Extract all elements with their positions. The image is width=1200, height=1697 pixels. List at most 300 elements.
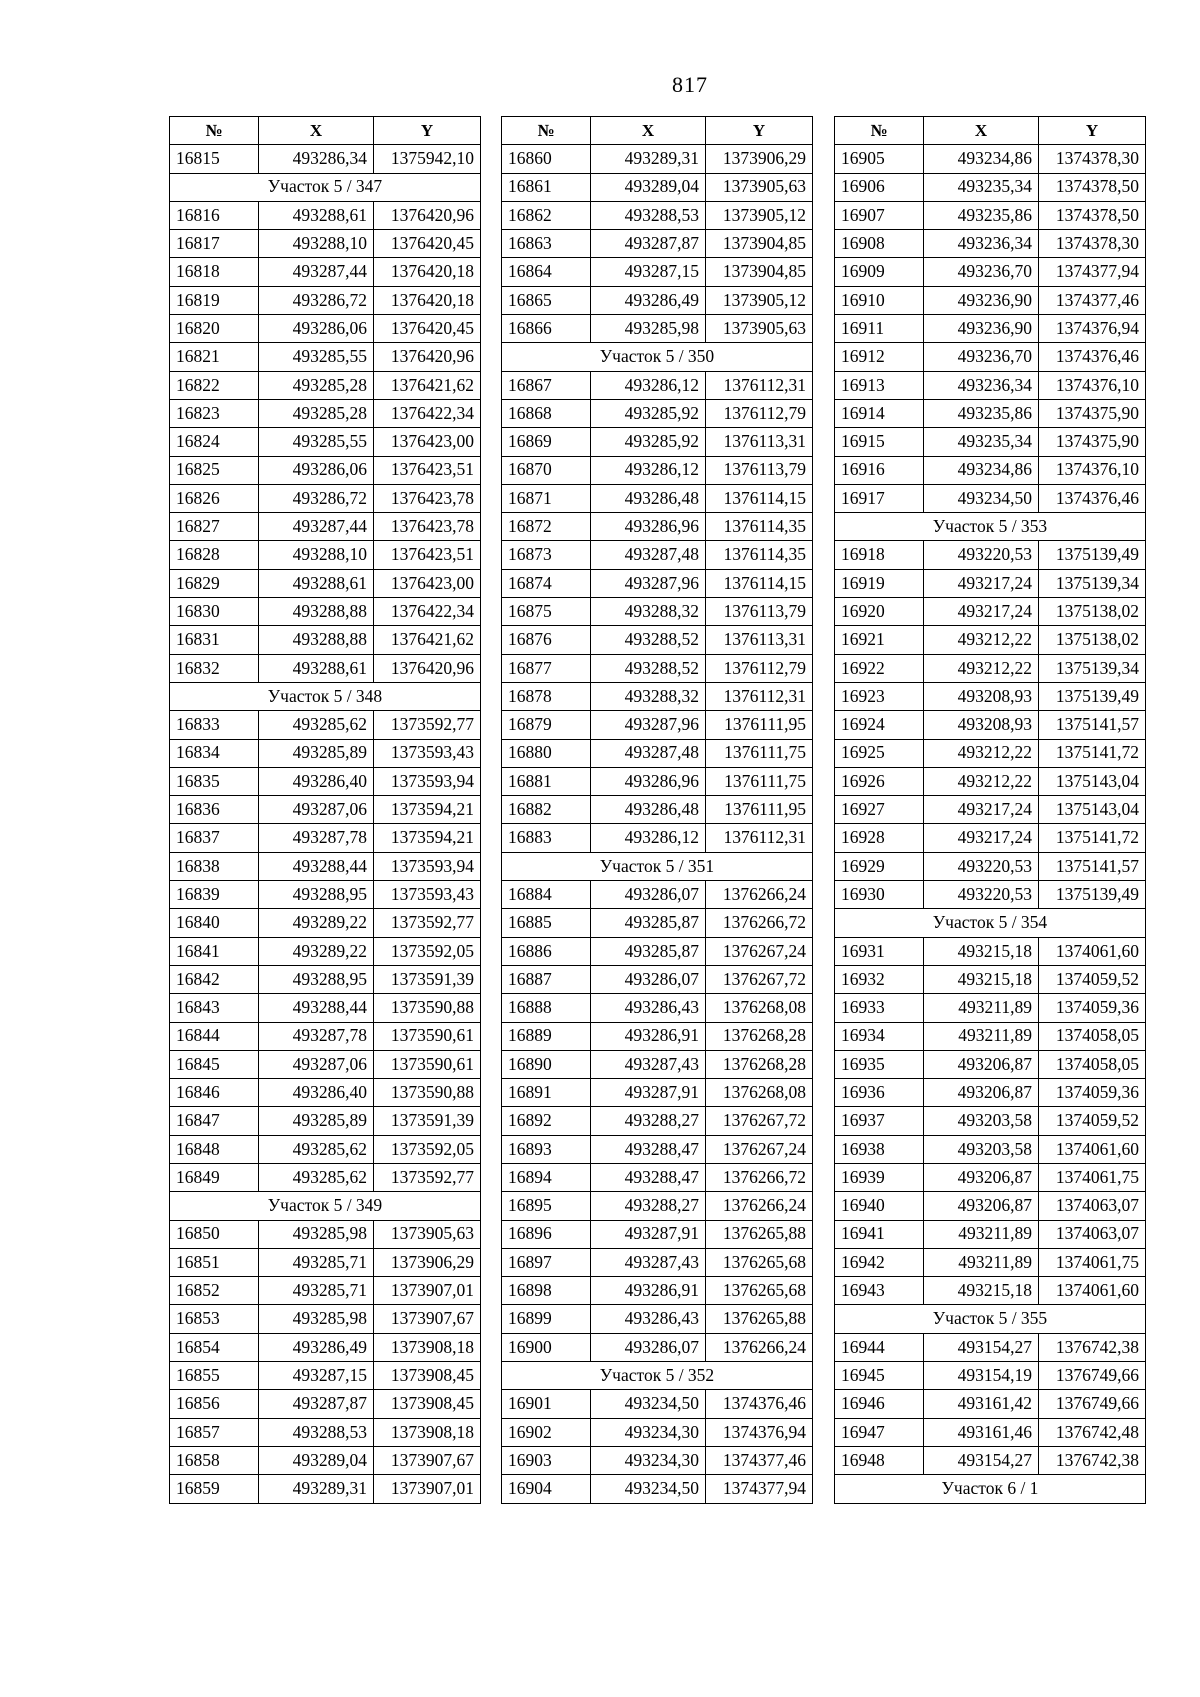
point-number: 16907 [835,201,924,229]
y-coordinate: 1376112,31 [706,371,813,399]
x-coordinate: 493285,89 [259,1107,374,1135]
x-coordinate: 493206,87 [924,1163,1039,1191]
point-number: 16833 [170,711,259,739]
table-row [502,994,813,1022]
point-number: 16937 [835,1107,924,1135]
x-coordinate: 493288,32 [591,682,706,710]
point-number: 16853 [170,1305,259,1333]
table-row [502,201,813,229]
x-coordinate: 493289,22 [259,937,374,965]
x-coordinate: 493287,96 [591,569,706,597]
y-coordinate: 1373906,29 [374,1248,481,1276]
x-coordinate: 493211,89 [924,1248,1039,1276]
table-row [835,852,1146,880]
point-number: 16834 [170,739,259,767]
x-coordinate: 493287,87 [259,1390,374,1418]
point-number: 16829 [170,569,259,597]
table-row [835,1446,1146,1474]
table-row [170,230,481,258]
point-number: 16930 [835,881,924,909]
point-number: 16909 [835,258,924,286]
y-coordinate: 1375141,72 [1039,739,1146,767]
table-row [502,173,813,201]
point-number: 16819 [170,286,259,314]
x-coordinate: 493220,53 [924,541,1039,569]
table-row [835,258,1146,286]
y-coordinate: 1376423,00 [374,428,481,456]
table-row [502,1277,813,1305]
x-coordinate: 493288,95 [259,965,374,993]
point-number: 16859 [170,1475,259,1503]
point-number: 16825 [170,456,259,484]
table-row [170,598,481,626]
x-coordinate: 493288,61 [259,654,374,682]
y-coordinate: 1373594,21 [374,796,481,824]
x-coordinate: 493288,61 [259,201,374,229]
table-row [835,711,1146,739]
table-row [502,654,813,682]
y-coordinate: 1373592,05 [374,937,481,965]
table-row [170,399,481,427]
y-coordinate: 1376266,72 [706,909,813,937]
section-title: Участок 5 / 351 [502,852,813,880]
point-number: 16946 [835,1390,924,1418]
table-row [502,1390,813,1418]
x-coordinate: 493285,62 [259,1135,374,1163]
point-number: 16848 [170,1135,259,1163]
y-coordinate: 1376112,31 [706,824,813,852]
x-coordinate: 493234,50 [924,484,1039,512]
table-row [502,1333,813,1361]
x-coordinate: 493287,78 [259,824,374,852]
point-number: 16895 [502,1192,591,1220]
point-number: 16832 [170,654,259,682]
table-row [502,909,813,937]
point-number: 16911 [835,315,924,343]
x-coordinate: 493236,34 [924,230,1039,258]
table-row [502,286,813,314]
y-coordinate: 1376268,28 [706,1022,813,1050]
table-row [835,456,1146,484]
point-number: 16926 [835,767,924,795]
point-number: 16931 [835,937,924,965]
table-row [835,1333,1146,1361]
y-coordinate: 1374376,94 [1039,315,1146,343]
y-coordinate: 1373904,85 [706,230,813,258]
header-number: № [835,117,924,145]
table-row [170,767,481,795]
x-coordinate: 493285,28 [259,399,374,427]
point-number: 16922 [835,654,924,682]
table-row [835,1277,1146,1305]
table-row [835,598,1146,626]
point-number: 16939 [835,1163,924,1191]
point-number: 16884 [502,881,591,909]
table-row [502,1135,813,1163]
table-row [170,626,481,654]
x-coordinate: 493287,96 [591,711,706,739]
table-row [835,739,1146,767]
coordinates-table-3 [834,116,1146,1504]
point-number: 16941 [835,1220,924,1248]
y-coordinate: 1373907,01 [374,1475,481,1503]
point-number: 16851 [170,1248,259,1276]
point-number: 16920 [835,598,924,626]
header-x: X [924,117,1039,145]
y-coordinate: 1376423,00 [374,569,481,597]
y-coordinate: 1373907,67 [374,1446,481,1474]
table-row [835,230,1146,258]
table-row [502,767,813,795]
table-row [502,1107,813,1135]
x-coordinate: 493161,42 [924,1390,1039,1418]
point-number: 16944 [835,1333,924,1361]
point-number: 16948 [835,1446,924,1474]
table-row [170,1277,481,1305]
point-number: 16936 [835,1079,924,1107]
table-row [835,937,1146,965]
x-coordinate: 493212,22 [924,767,1039,795]
table-header-row [170,117,481,145]
point-number: 16817 [170,230,259,258]
y-coordinate: 1373907,67 [374,1305,481,1333]
point-number: 16837 [170,824,259,852]
point-number: 16865 [502,286,591,314]
x-coordinate: 493286,12 [591,824,706,852]
y-coordinate: 1373592,77 [374,1163,481,1191]
x-coordinate: 493286,48 [591,796,706,824]
table-row [170,965,481,993]
point-number: 16889 [502,1022,591,1050]
y-coordinate: 1374375,90 [1039,428,1146,456]
y-coordinate: 1375139,49 [1039,541,1146,569]
x-coordinate: 493161,46 [924,1418,1039,1446]
table-row [835,654,1146,682]
table-row [835,541,1146,569]
y-coordinate: 1374061,60 [1039,1135,1146,1163]
x-coordinate: 493154,27 [924,1446,1039,1474]
y-coordinate: 1373590,61 [374,1050,481,1078]
x-coordinate: 493211,89 [924,1220,1039,1248]
x-coordinate: 493208,93 [924,682,1039,710]
y-coordinate: 1376112,79 [706,399,813,427]
y-coordinate: 1373590,88 [374,994,481,1022]
table-row [835,428,1146,456]
section-row [502,1362,813,1390]
x-coordinate: 493285,55 [259,428,374,456]
table-row [170,994,481,1022]
table-row [835,965,1146,993]
table-row [835,1163,1146,1191]
x-coordinate: 493289,31 [259,1475,374,1503]
y-coordinate: 1374377,46 [706,1446,813,1474]
x-coordinate: 493287,44 [259,513,374,541]
section-title: Участок 5 / 355 [835,1305,1146,1333]
x-coordinate: 493286,40 [259,1079,374,1107]
x-coordinate: 493286,40 [259,767,374,795]
x-coordinate: 493285,71 [259,1248,374,1276]
y-coordinate: 1375143,04 [1039,796,1146,824]
point-number: 16849 [170,1163,259,1191]
x-coordinate: 493289,04 [259,1446,374,1474]
point-number: 16902 [502,1418,591,1446]
x-coordinate: 493203,58 [924,1107,1039,1135]
x-coordinate: 493287,91 [591,1220,706,1248]
y-coordinate: 1374059,36 [1039,1079,1146,1107]
table-row [835,994,1146,1022]
table-row [835,1390,1146,1418]
x-coordinate: 493286,48 [591,484,706,512]
table-row [835,682,1146,710]
y-coordinate: 1376266,24 [706,881,813,909]
table-row [170,1079,481,1107]
y-coordinate: 1376111,95 [706,796,813,824]
table-row [170,343,481,371]
point-number: 16816 [170,201,259,229]
x-coordinate: 493234,86 [924,456,1039,484]
x-coordinate: 493287,48 [591,541,706,569]
table-row [835,371,1146,399]
x-coordinate: 493288,27 [591,1192,706,1220]
table-row [170,937,481,965]
point-number: 16839 [170,881,259,909]
y-coordinate: 1376267,72 [706,965,813,993]
point-number: 16933 [835,994,924,1022]
y-coordinate: 1376113,31 [706,428,813,456]
point-number: 16826 [170,484,259,512]
table-row [170,1248,481,1276]
y-coordinate: 1375138,02 [1039,626,1146,654]
table-row [170,371,481,399]
point-number: 16886 [502,937,591,965]
x-coordinate: 493287,91 [591,1079,706,1107]
table-row [502,1305,813,1333]
point-number: 16901 [502,1390,591,1418]
x-coordinate: 493287,43 [591,1248,706,1276]
x-coordinate: 493288,10 [259,541,374,569]
point-number: 16910 [835,286,924,314]
x-coordinate: 493286,07 [591,1333,706,1361]
x-coordinate: 493285,98 [259,1220,374,1248]
x-coordinate: 493286,96 [591,513,706,541]
section-row [835,1475,1146,1503]
y-coordinate: 1376267,24 [706,1135,813,1163]
x-coordinate: 493286,91 [591,1022,706,1050]
y-coordinate: 1376114,35 [706,513,813,541]
point-number: 16820 [170,315,259,343]
point-number: 16921 [835,626,924,654]
x-coordinate: 493286,43 [591,1305,706,1333]
point-number: 16870 [502,456,591,484]
x-coordinate: 493285,98 [591,315,706,343]
y-coordinate: 1376114,35 [706,541,813,569]
y-coordinate: 1374376,10 [1039,456,1146,484]
point-number: 16875 [502,598,591,626]
table-row [170,258,481,286]
x-coordinate: 493234,30 [591,1446,706,1474]
x-coordinate: 493288,52 [591,626,706,654]
point-number: 16852 [170,1277,259,1305]
x-coordinate: 493288,88 [259,626,374,654]
x-coordinate: 493289,04 [591,173,706,201]
point-number: 16938 [835,1135,924,1163]
table-header-row [502,117,813,145]
x-coordinate: 493285,55 [259,343,374,371]
table-row [170,315,481,343]
table-row [502,541,813,569]
y-coordinate: 1376420,96 [374,654,481,682]
table-row [170,286,481,314]
point-number: 16855 [170,1362,259,1390]
point-number: 16857 [170,1418,259,1446]
x-coordinate: 493288,47 [591,1135,706,1163]
x-coordinate: 493287,15 [259,1362,374,1390]
x-coordinate: 493236,90 [924,286,1039,314]
table-row [170,654,481,682]
x-coordinate: 493288,88 [259,598,374,626]
point-number: 16915 [835,428,924,456]
coordinates-table-2 [501,116,813,1504]
x-coordinate: 493289,31 [591,145,706,173]
point-number: 16843 [170,994,259,1022]
table-row [170,1475,481,1503]
point-number: 16869 [502,428,591,456]
point-number: 16917 [835,484,924,512]
x-coordinate: 493212,22 [924,654,1039,682]
x-coordinate: 493154,27 [924,1333,1039,1361]
x-coordinate: 493286,43 [591,994,706,1022]
point-number: 16846 [170,1079,259,1107]
table-row [835,569,1146,597]
y-coordinate: 1374376,46 [1039,484,1146,512]
y-coordinate: 1375143,04 [1039,767,1146,795]
y-coordinate: 1376265,88 [706,1220,813,1248]
x-coordinate: 493212,22 [924,626,1039,654]
table-row [502,1022,813,1050]
x-coordinate: 493285,98 [259,1305,374,1333]
y-coordinate: 1376265,68 [706,1277,813,1305]
y-coordinate: 1376112,31 [706,682,813,710]
table-row [170,428,481,456]
table-row [502,1248,813,1276]
table-row [502,371,813,399]
x-coordinate: 493288,10 [259,230,374,258]
x-coordinate: 493236,70 [924,343,1039,371]
table-row [502,965,813,993]
y-coordinate: 1376423,51 [374,541,481,569]
x-coordinate: 493285,89 [259,739,374,767]
table-row [502,145,813,173]
point-number: 16894 [502,1163,591,1191]
x-coordinate: 493235,86 [924,201,1039,229]
point-number: 16942 [835,1248,924,1276]
x-coordinate: 493286,49 [259,1333,374,1361]
y-coordinate: 1376266,24 [706,1333,813,1361]
point-number: 16827 [170,513,259,541]
y-coordinate: 1373906,29 [706,145,813,173]
y-coordinate: 1376420,96 [374,343,481,371]
y-coordinate: 1374376,46 [1039,343,1146,371]
table-row [170,852,481,880]
point-number: 16860 [502,145,591,173]
y-coordinate: 1376420,45 [374,230,481,258]
x-coordinate: 493288,52 [591,654,706,682]
y-coordinate: 1373904,85 [706,258,813,286]
point-number: 16850 [170,1220,259,1248]
y-coordinate: 1373905,12 [706,201,813,229]
y-coordinate: 1374059,36 [1039,994,1146,1022]
y-coordinate: 1376267,72 [706,1107,813,1135]
y-coordinate: 1374063,07 [1039,1220,1146,1248]
point-number: 16874 [502,569,591,597]
y-coordinate: 1376112,79 [706,654,813,682]
y-coordinate: 1374059,52 [1039,965,1146,993]
y-coordinate: 1373592,77 [374,909,481,937]
x-coordinate: 493236,34 [924,371,1039,399]
y-coordinate: 1373593,43 [374,881,481,909]
point-number: 16877 [502,654,591,682]
table-row [170,711,481,739]
table-row [170,881,481,909]
y-coordinate: 1376420,18 [374,286,481,314]
x-coordinate: 493220,53 [924,881,1039,909]
point-number: 16912 [835,343,924,371]
table-row [835,767,1146,795]
table-row [835,796,1146,824]
x-coordinate: 493288,61 [259,569,374,597]
x-coordinate: 493285,71 [259,1277,374,1305]
y-coordinate: 1376113,31 [706,626,813,654]
table-row [835,201,1146,229]
point-number: 16823 [170,399,259,427]
x-coordinate: 493217,24 [924,569,1039,597]
y-coordinate: 1373594,21 [374,824,481,852]
point-number: 16919 [835,569,924,597]
point-number: 16872 [502,513,591,541]
point-number: 16935 [835,1050,924,1078]
table-row [502,484,813,512]
y-coordinate: 1375141,72 [1039,824,1146,852]
y-coordinate: 1375942,10 [374,145,481,173]
table-row [835,626,1146,654]
x-coordinate: 493206,87 [924,1192,1039,1220]
table-row [170,739,481,767]
x-coordinate: 493286,12 [591,371,706,399]
table-row [835,1135,1146,1163]
table-row [835,315,1146,343]
section-row [502,343,813,371]
table-row [502,824,813,852]
x-coordinate: 493236,70 [924,258,1039,286]
y-coordinate: 1376422,34 [374,399,481,427]
section-row [170,173,481,201]
x-coordinate: 493217,24 [924,824,1039,852]
table-row [835,173,1146,201]
table-row [502,258,813,286]
table-row [170,145,481,173]
point-number: 16899 [502,1305,591,1333]
point-number: 16818 [170,258,259,286]
y-coordinate: 1376266,24 [706,1192,813,1220]
y-coordinate: 1373592,77 [374,711,481,739]
y-coordinate: 1376749,66 [1039,1390,1146,1418]
table-row [502,1192,813,1220]
point-number: 16861 [502,173,591,201]
x-coordinate: 493286,06 [259,315,374,343]
point-number: 16844 [170,1022,259,1050]
y-coordinate: 1373908,18 [374,1418,481,1446]
point-number: 16914 [835,399,924,427]
